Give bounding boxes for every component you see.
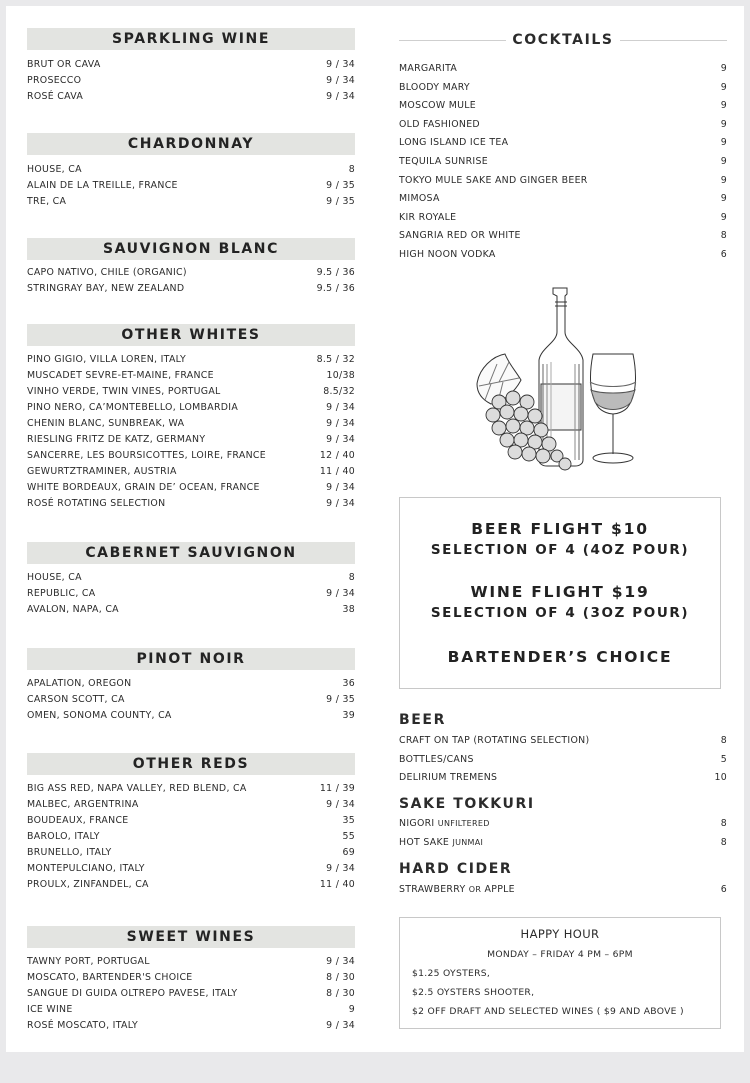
item-name: MOSCOW MULE (399, 100, 476, 112)
menu-item (399, 834, 727, 853)
item-price: 9 / 34 (326, 75, 355, 86)
menu-item (27, 194, 355, 210)
cocktails-list (399, 60, 727, 265)
menu-item (27, 89, 355, 105)
item-name: MIMOSA (399, 193, 440, 205)
item-price: 9 / 34 (326, 418, 355, 429)
section-sweet-wines (27, 926, 355, 1034)
item-price: 9 / 34 (326, 59, 355, 70)
menu-item (399, 153, 727, 172)
item-name: CAPO NATIVO, CHILE (ORGANIC) (27, 267, 187, 278)
happy-hour-line: $1.25 OYSTERS, (412, 968, 491, 979)
item-note: JUNMAI (452, 837, 484, 847)
item-price: 9.5 / 36 (316, 283, 355, 294)
item-price: 8 (348, 572, 355, 583)
menu-item (27, 384, 355, 400)
item-name: WHITE BORDEAUX, GRAIN DE’ OCEAN, FRANCE (27, 482, 260, 493)
section-title: OTHER REDS (27, 753, 355, 775)
sake-list (399, 815, 727, 852)
item-price: 8 (348, 164, 355, 175)
menu-item (27, 496, 355, 512)
item-name: BAROLO, ITALY (27, 831, 100, 842)
item-price: 9 (720, 174, 727, 186)
item-name: STRINGRAY BAY, NEW ZEALAND (27, 283, 185, 294)
item-price: 8.5/32 (323, 386, 355, 397)
item-name: PROSECCO (27, 75, 82, 86)
item-price: 9.5 / 36 (316, 267, 355, 278)
item-price: 8 / 30 (326, 988, 355, 999)
item-name: PINO NERO, CA’MONTEBELLO, LOMBARDIA (27, 402, 239, 413)
section-chardonnay (27, 133, 355, 210)
item-price: 12 / 40 (319, 450, 355, 461)
item-name: AVALON, NAPA, CA (27, 604, 119, 615)
item-name: BRUT OR CAVA (27, 59, 101, 70)
item-name: HOUSE, CA (27, 164, 82, 175)
menu-item (27, 73, 355, 89)
happy-hour-title: HAPPY HOUR (520, 927, 600, 941)
item-price: 9 / 34 (326, 956, 355, 967)
item-price: 9 (348, 1004, 355, 1015)
wine-bottle-grapes-illustration (469, 284, 649, 474)
item-name: BOTTLES/CANS (399, 753, 474, 765)
menu-item (27, 845, 355, 861)
item-price: 9 / 34 (326, 91, 355, 102)
item-price: 69 (342, 847, 355, 858)
menu-item (399, 732, 727, 751)
item-price: 11 / 40 (319, 466, 355, 477)
section-cabernet-sauvignon (27, 542, 355, 618)
item-price: 9 / 34 (326, 1020, 355, 1031)
item-name: BRUNELLO, ITALY (27, 847, 112, 858)
item-price: 8 (720, 230, 727, 242)
item-price: 9 / 34 (326, 588, 355, 599)
item-name: BOUDEAUX, FRANCE (27, 815, 129, 826)
section-title: SAUVIGNON BLANC (27, 238, 355, 260)
item-name: MARGARITA (399, 63, 458, 74)
menu-item (27, 877, 355, 893)
item-note: UNFILTERED (437, 819, 490, 828)
menu-item (27, 797, 355, 813)
cocktails-heading (399, 32, 727, 48)
item-name: MOSCATO, BARTENDER'S CHOICE (27, 972, 193, 983)
item-name: MONTEPULCIANO, ITALY (27, 863, 145, 874)
item-name: NIGORI (399, 818, 435, 829)
item-price: 55 (342, 831, 355, 842)
item-price: 8.5 / 32 (316, 354, 355, 365)
item-name: ALAIN DE LA TREILLE, FRANCE (27, 180, 178, 191)
menu-item (27, 1018, 355, 1034)
menu-item (27, 602, 355, 618)
item-name: LONG ISLAND ICE TEA (399, 137, 509, 149)
menu-item (399, 116, 727, 135)
item-price: 9 (720, 155, 727, 167)
item-price: 8 / 30 (326, 972, 355, 983)
item-name: HIGH NOON VODKA (399, 248, 496, 260)
section-title: PINOT NOIR (27, 648, 355, 670)
item-name: HOUSE, CA (27, 572, 82, 583)
item-name: PROULX, ZINFANDEL, CA (27, 879, 149, 890)
item-name: HOT SAKE (399, 836, 450, 848)
item-price: 10 (714, 772, 727, 783)
item-name: ROSÉ CAVA (27, 91, 84, 102)
item-name: VINHO VERDE, TWIN VINES, PORTUGAL (27, 386, 221, 397)
item-price: 6 (720, 884, 727, 895)
beer-title: BEER (399, 712, 446, 728)
menu-item (27, 265, 355, 281)
happy-hour-hours: MONDAY – FRIDAY 4 PM – 6PM (487, 949, 633, 960)
wine-flight-subtitle: SELECTION OF 4 (3OZ POUR) (430, 605, 690, 621)
item-price: 9 (720, 81, 727, 93)
menu-item (27, 829, 355, 845)
item-price: 9 / 34 (326, 863, 355, 874)
item-price: 11 / 40 (319, 879, 355, 890)
menu-item (27, 861, 355, 877)
item-price: 9 (720, 100, 727, 112)
section-title: COCKTAILS (506, 32, 619, 48)
menu-item (27, 416, 355, 432)
menu-item (27, 281, 355, 297)
item-price: 35 (342, 815, 355, 826)
item-name: CRAFT ON TAP (ROTATING SELECTION) (399, 735, 590, 746)
item-name: RIESLING FRITZ DE KATZ, GERMANY (27, 434, 206, 445)
item-name: TOKYO MULE SAKE AND GINGER BEER (399, 174, 588, 186)
cider-list (399, 881, 727, 900)
menu-item (27, 813, 355, 829)
item-name: REPUBLIC, CA (27, 588, 96, 599)
item-price: 10/38 (326, 370, 355, 381)
item-price: 6 (720, 248, 727, 260)
item-name: MUSCADET SEVRE-ET-MAINE, FRANCE (27, 370, 214, 381)
section-title: CHARDONNAY (27, 133, 355, 155)
item-name: DELIRIUM TREMENS (399, 772, 498, 783)
item-price: 9 / 34 (326, 482, 355, 493)
item-price: 38 (342, 604, 355, 615)
item-name: APALATION, OREGON (27, 678, 132, 689)
item-name: TRE, CA (27, 196, 67, 207)
menu-item (399, 769, 727, 788)
wine-flight-title: WINE FLIGHT $19 (470, 583, 650, 601)
menu-item (27, 162, 355, 178)
item-name: CHENIN BLANC, SUNBREAK, WA (27, 418, 185, 429)
item-name: ICE WINE (27, 1004, 73, 1015)
menu-item (27, 178, 355, 194)
item-price: 9 (720, 137, 727, 149)
menu-item (27, 57, 355, 73)
item-name: SANGRIA RED OR WHITE (399, 230, 521, 242)
happy-hour-line: $2.5 OYSTERS SHOOTER, (412, 987, 535, 998)
menu-item (399, 190, 727, 209)
beer-flight-subtitle: SELECTION OF 4 (4OZ POUR) (430, 542, 690, 558)
item-price: 9 / 34 (326, 498, 355, 509)
beer-list (399, 732, 727, 788)
menu-item (399, 815, 727, 834)
menu-item (399, 227, 727, 246)
item-price: 36 (342, 678, 355, 689)
sake-title: SAKE TOKKURI (399, 796, 535, 812)
section-title: SWEET WINES (27, 926, 355, 948)
item-price: 9 / 34 (326, 402, 355, 413)
menu-item (399, 60, 727, 79)
menu-item (27, 692, 355, 708)
item-name: SANGUE DI GUIDA OLTREPO PAVESE, ITALY (27, 988, 238, 999)
item-price: 9 (720, 118, 727, 130)
item-name: APPLE (484, 884, 515, 895)
menu-item (27, 464, 355, 480)
item-price: 9 / 35 (326, 180, 355, 191)
item-price: 9 (720, 211, 727, 223)
item-name: ROSÉ ROTATING SELECTION (27, 498, 166, 509)
menu-page (6, 6, 744, 1052)
menu-item (399, 881, 727, 900)
menu-item (27, 570, 355, 586)
menu-item (27, 781, 355, 797)
item-name: KIR ROYALE (399, 211, 457, 223)
item-name: GEWURTZTRAMINER, AUSTRIA (27, 466, 177, 477)
item-price: 39 (342, 710, 355, 721)
item-price: 9 / 34 (326, 434, 355, 445)
section-sparkling-wine (27, 28, 355, 105)
menu-item (27, 400, 355, 416)
item-price: 9 (720, 63, 727, 74)
item-price: 8 (720, 836, 727, 848)
beer-flight-title: BEER FLIGHT $10 (471, 520, 649, 538)
menu-item (399, 209, 727, 228)
menu-item (27, 954, 355, 970)
menu-item (27, 448, 355, 464)
item-price: 9 / 34 (326, 799, 355, 810)
section-pinot-noir (27, 648, 355, 724)
menu-item (399, 79, 727, 98)
item-price: 11 / 39 (319, 783, 355, 794)
item-name: TAWNY PORT, PORTUGAL (27, 956, 150, 967)
menu-item (27, 1002, 355, 1018)
menu-item (27, 586, 355, 602)
menu-item (27, 480, 355, 496)
happy-hour-box (399, 917, 721, 1029)
cider-title: HARD CIDER (399, 861, 513, 877)
menu-item (27, 986, 355, 1002)
item-name: ROSÉ MOSCATO, ITALY (27, 1020, 139, 1031)
menu-item (399, 751, 727, 770)
item-name: PINO GIGIO, VILLA LOREN, ITALY (27, 354, 186, 365)
item-name: OMEN, SONOMA COUNTY, CA (27, 710, 172, 721)
section-title: CABERNET SAUVIGNON (27, 542, 355, 564)
item-name: OLD FASHIONED (399, 118, 480, 130)
menu-item (399, 246, 727, 265)
section-sauvignon-blanc (27, 238, 355, 297)
item-price: 9 / 35 (326, 196, 355, 207)
item-name: SANCERRE, LES BOURSICOTTES, LOIRE, FRANCE (27, 450, 266, 461)
section-title: OTHER WHITES (27, 324, 355, 346)
item-name: TEQUILA SUNRISE (399, 155, 488, 167)
section-other-reds (27, 753, 355, 893)
item-price: 5 (720, 753, 727, 765)
menu-item (399, 134, 727, 153)
item-price: 9 / 35 (326, 694, 355, 705)
bartenders-choice: BARTENDER’S CHOICE (447, 648, 673, 666)
section-other-whites (27, 324, 355, 512)
item-price: 9 (720, 193, 727, 205)
flights-box (399, 497, 721, 689)
menu-item (27, 970, 355, 986)
item-name: STRAWBERRY (399, 884, 466, 895)
menu-item (27, 676, 355, 692)
item-connector: OR (468, 885, 482, 894)
menu-item (27, 352, 355, 368)
item-name: BIG ASS RED, NAPA VALLEY, RED BLEND, CA (27, 783, 247, 794)
menu-item (27, 432, 355, 448)
menu-item (27, 708, 355, 724)
menu-item (399, 172, 727, 191)
menu-item (27, 368, 355, 384)
item-price: 8 (720, 735, 727, 746)
menu-item (399, 97, 727, 116)
section-title: SPARKLING WINE (27, 28, 355, 50)
item-name: MALBEC, ARGENTRINA (27, 799, 139, 810)
item-price: 8 (720, 818, 727, 829)
item-name: BLOODY MARY (399, 81, 470, 93)
happy-hour-line: $2 OFF DRAFT AND SELECTED WINES ( $9 AND ABOVE ) (412, 1006, 684, 1017)
item-name: CARSON SCOTT, CA (27, 694, 125, 705)
